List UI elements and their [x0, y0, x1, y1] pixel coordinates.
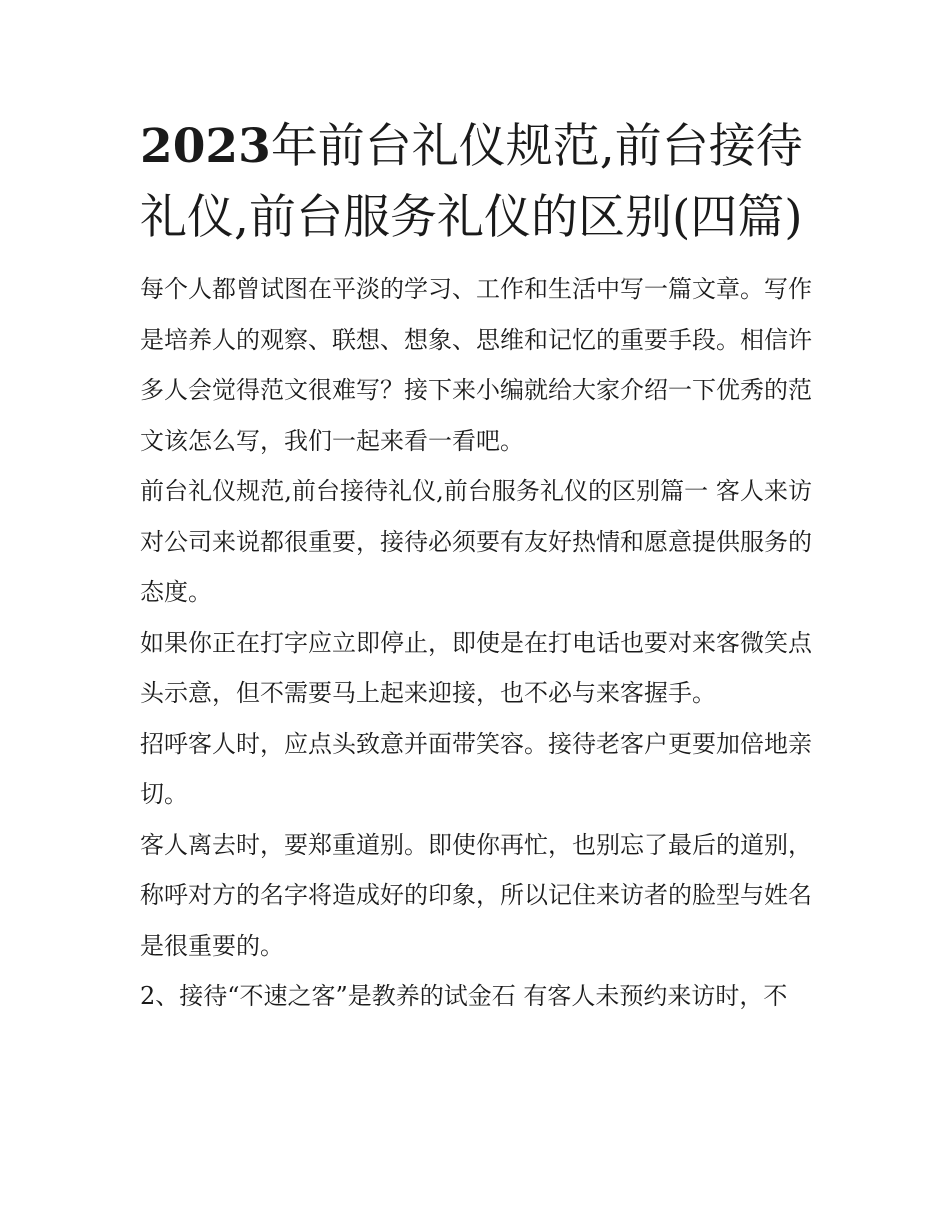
paragraph-uninvited-guest: 2、接待“不速之客”是教养的试金石 有客人未预约来访时，不 [140, 982, 788, 1010]
document-page [140, 112, 812, 1022]
paragraph-greeting: 招呼客人时，应点头致意并面带笑容。接待老客户更要加倍地亲切。 [140, 729, 812, 808]
document-body [140, 264, 812, 1022]
paragraph-typing: 如果你正在打字应立即停止，即使是在打电话也要对来客微笑点头示意，但不需要马上起来迎接，也不必与来客握手。 [140, 628, 812, 707]
title-text: 年前台礼仪规范,前台接待礼仪,前台服务礼仪的区别(四篇) [140, 119, 803, 245]
paragraph-section-one: 前台礼仪规范,前台接待礼仪,前台服务礼仪的区别篇一 客人来访对公司来说都很重要，接待必须要有友好热情和愿意提供服务的态度。 [140, 477, 812, 606]
paragraph-farewell: 客人离去时，要郑重道别。即使你再忙，也别忘了最后的道别，称呼对方的名字将造成好的印象，所以记住来访者的脸型与姓名是很重要的。 [140, 830, 812, 960]
document-title [140, 112, 812, 253]
title-year: 2023 [140, 119, 271, 174]
paragraph-intro: 每个人都曾试图在平淡的学习、工作和生活中写一篇文章。写作是培养人的观察、联想、想象、思维和记忆的重要手段。相信许多人会觉得范文很难写？接下来小编就给大家介绍一下优秀的范文该怎么写，我们一起来看一看吧。 [140, 275, 812, 455]
